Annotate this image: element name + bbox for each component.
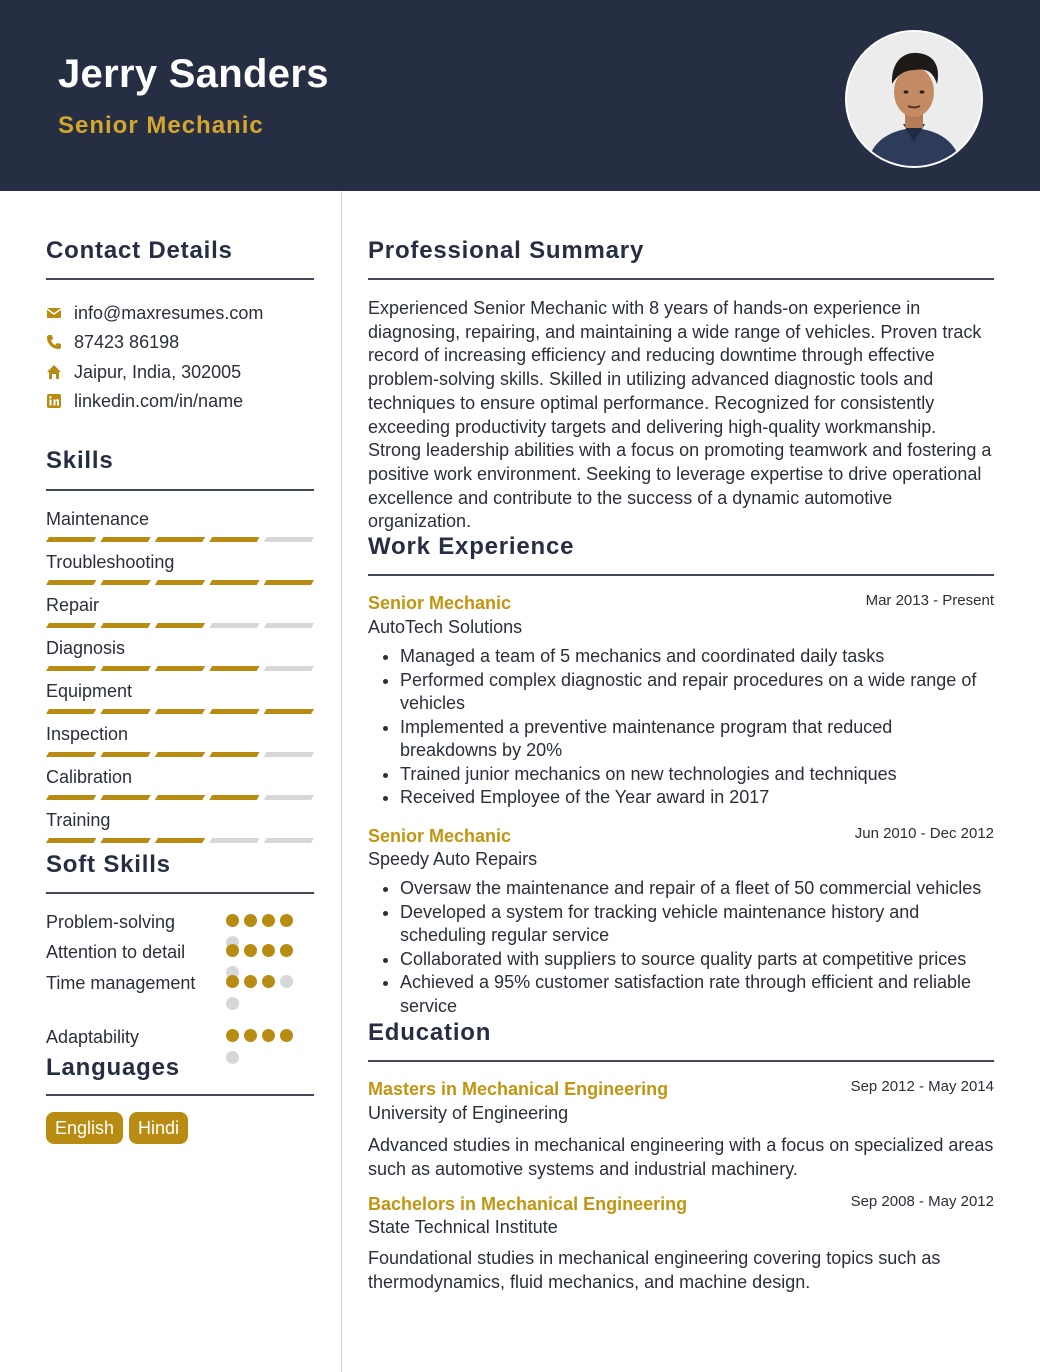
languages-rule: [46, 1094, 314, 1096]
skill-level-segment: [46, 795, 96, 800]
skill-level-segment: [100, 537, 150, 542]
edu-description: Advanced studies in mechanical engineering with a focus on specialized areas such as automotive systems and industrial machinery.: [368, 1135, 994, 1179]
soft-skill-dot: [244, 1029, 257, 1042]
job-bullet: • Achieved a 95% customer satisfaction rate through efficient and reliable service: [400, 971, 994, 1018]
skill-level-segment: [209, 537, 259, 542]
education-heading: Education: [368, 1019, 492, 1046]
skill-level-segment: [209, 838, 259, 843]
skill-level-segment: [264, 752, 314, 757]
skill-level-segment: [209, 752, 259, 757]
language-badge: Hindi: [129, 1112, 188, 1144]
job-bullet: • Implemented a preventive maintenance program that reduced breakdowns by 20%: [400, 716, 994, 763]
skill-level-segment: [264, 666, 314, 671]
job-bullets: [368, 645, 994, 810]
languages-heading: Languages: [46, 1054, 180, 1081]
job-bullet: • Performed complex diagnostic and repair procedures on a wide range of vehicles: [400, 669, 994, 716]
soft-skill-dot: [280, 975, 293, 988]
contact-linkedin[interactable]: [46, 390, 243, 412]
soft-skills-heading: Soft Skills: [46, 851, 171, 878]
soft-skill-dot: [262, 944, 275, 957]
skill-level-segment: [209, 623, 259, 628]
edu-description: Foundational studies in mechanical engineering covering topics such as thermodynamics, fluid mechanics, and machine design.: [368, 1248, 941, 1292]
contact-phone-text: 87423 86198: [74, 331, 180, 352]
soft-skill-dot: [280, 1029, 293, 1042]
job-title: Senior Mechanic: [368, 593, 512, 613]
skill-label: Inspection: [46, 724, 129, 744]
experience-heading: Work Experience: [368, 533, 575, 560]
summary-heading: Professional Summary: [368, 237, 645, 264]
soft-skill-dot: [262, 914, 275, 927]
skill-level-segment: [264, 838, 314, 843]
job-title: Senior Mechanic: [368, 826, 512, 846]
job-bullet: • Oversaw the maintenance and repair of a fleet of 50 commercial vehicles: [400, 877, 994, 901]
skill-level-segment: [264, 580, 314, 585]
skill-level-segment: [46, 666, 96, 671]
skill-level-segment: [264, 537, 314, 542]
skill-level-bar: [46, 752, 314, 757]
job-bullet: • Managed a team of 5 mechanics and coordinated daily tasks: [400, 645, 994, 669]
soft-skill-dot: [244, 944, 257, 957]
skill-level-segment: [155, 537, 205, 542]
contact-heading: Contact Details: [46, 237, 233, 264]
skill-level-segment: [155, 666, 205, 671]
candidate-name: Jerry Sanders: [58, 52, 329, 96]
skill-level-segment: [100, 666, 150, 671]
skill-level-segment: [46, 709, 96, 714]
skill-level-segment: [209, 666, 259, 671]
job-company: AutoTech Solutions: [368, 617, 523, 637]
soft-skill-dot: [280, 914, 293, 927]
edu-dates: Sep 2008 - May 2012: [850, 1193, 994, 1210]
skill-label: Calibration: [46, 767, 133, 787]
soft-skill-label: Problem-solving: [46, 912, 176, 932]
edu-degree: Masters in Mechanical Engineering: [368, 1079, 669, 1099]
skill-level-segment: [100, 752, 150, 757]
skill-level-segment: [209, 709, 259, 714]
skills-heading: Skills: [46, 447, 114, 474]
soft-skill-dot: [226, 997, 239, 1010]
soft-skill-rating: [226, 914, 306, 928]
candidate-title: Senior Mechanic: [58, 112, 264, 139]
skill-level-bar: [46, 580, 314, 585]
profile-photo-illustration: [847, 32, 981, 166]
envelope-icon: [46, 305, 62, 321]
skill-label: Diagnosis: [46, 638, 126, 658]
soft-skill-dot: [226, 1029, 239, 1042]
job-dates: Jun 2010 - Dec 2012: [854, 825, 994, 842]
skill-label: Troubleshooting: [46, 552, 175, 572]
resume-header: [0, 0, 1040, 191]
edu-school: State Technical Institute: [368, 1217, 558, 1237]
skill-level-segment: [155, 580, 205, 585]
contact-linkedin-text: linkedin.com/in/name: [74, 390, 244, 411]
column-divider: [341, 191, 342, 1372]
skill-level-bar: [46, 838, 314, 843]
skill-level-segment: [155, 838, 205, 843]
job-dates: Mar 2013 - Present: [865, 592, 994, 609]
skill-level-bar: [46, 666, 314, 671]
soft-skill-dot: [262, 975, 275, 988]
skill-level-segment: [209, 795, 259, 800]
skill-level-bar: [46, 709, 314, 714]
linkedin-icon: [46, 393, 62, 409]
skill-level-segment: [46, 838, 96, 843]
soft-skill-label: Time management: [46, 973, 196, 993]
contact-email[interactable]: [46, 302, 263, 324]
skill-label: Repair: [46, 595, 100, 615]
skill-level-segment: [100, 580, 150, 585]
soft-skill-dot: [226, 944, 239, 957]
soft-skill-dot: [244, 914, 257, 927]
skill-level-segment: [100, 838, 150, 843]
skill-level-segment: [100, 709, 150, 714]
skill-level-segment: [100, 795, 150, 800]
home-icon: [46, 364, 62, 380]
skill-level-segment: [46, 623, 96, 628]
contact-address: [46, 361, 241, 383]
skill-level-segment: [264, 709, 314, 714]
skill-level-segment: [46, 537, 96, 542]
skill-label: Training: [46, 810, 111, 830]
soft-skill-rating: [226, 975, 306, 989]
phone-icon: [46, 334, 62, 350]
soft-skill-label: Attention to detail: [46, 942, 186, 962]
skill-level-segment: [155, 752, 205, 757]
language-badge: English: [46, 1112, 123, 1144]
skills-rule: [46, 489, 314, 491]
summary-text: Experienced Senior Mechanic with 8 years of hands-on experience in diagnosing, repairing, and maintaining a wide range of vehicles. Proven track record of increasing efficiency and reducing downtime through effective problem-solving skills. Skilled in utilizing advanced diagnostic tools and techniques to ensure optimal performance. Recognized for consistently exceeding productivity targets and delivering high-quality workmanship. Strong leadership abilities with a focus on promoting teamwork and fostering a positive work environment. Seeking to leverage expertise to drive operational excellence and contribute to the success of a dynamic automotive organization.: [368, 298, 992, 532]
contact-phone[interactable]: [46, 331, 179, 353]
soft-skill-dot: [244, 975, 257, 988]
skill-label: Equipment: [46, 681, 133, 701]
soft-skill-dot: [262, 1029, 275, 1042]
skill-level-segment: [264, 795, 314, 800]
contact-address-text: Jaipur, India, 302005: [74, 361, 242, 382]
skill-level-segment: [155, 795, 205, 800]
soft-skill-dot: [226, 1051, 239, 1064]
skill-label: Maintenance: [46, 509, 150, 529]
skill-level-segment: [100, 623, 150, 628]
soft-skill-rating: [226, 944, 306, 958]
contact-email-text: info@maxresumes.com: [74, 302, 264, 323]
job-bullet: • Collaborated with suppliers to source quality parts at competitive prices: [400, 948, 994, 972]
soft-skill-dot: [226, 914, 239, 927]
job-company: Speedy Auto Repairs: [368, 849, 538, 869]
edu-school: University of Engineering: [368, 1103, 569, 1123]
skill-level-segment: [155, 709, 205, 714]
job-bullets: [368, 877, 994, 1018]
soft-skill-label: Adaptability: [46, 1027, 140, 1047]
soft-skill-rating: [226, 1029, 306, 1043]
soft-skill-dot: [280, 944, 293, 957]
skill-level-segment: [46, 580, 96, 585]
job-bullet: • Trained junior mechanics on new technologies and techniques: [400, 763, 994, 787]
skill-level-segment: [46, 752, 96, 757]
edu-degree: Bachelors in Mechanical Engineering: [368, 1194, 688, 1214]
education-rule: [368, 1060, 994, 1062]
skill-level-bar: [46, 537, 314, 542]
soft-skills-rule: [46, 892, 314, 894]
experience-rule: [368, 574, 994, 576]
skill-level-bar: [46, 623, 314, 628]
skill-level-bar: [46, 795, 314, 800]
contact-rule: [46, 278, 314, 280]
edu-dates: Sep 2012 - May 2014: [850, 1078, 994, 1095]
job-bullet: • Developed a system for tracking vehicle maintenance history and scheduling regular service: [400, 901, 994, 948]
skill-level-segment: [155, 623, 205, 628]
summary-rule: [368, 278, 994, 280]
job-bullet: • Received Employee of the Year award in 2017: [400, 786, 994, 810]
skill-level-segment: [209, 580, 259, 585]
soft-skill-dot: [226, 975, 239, 988]
profile-photo: [845, 30, 983, 168]
skill-level-segment: [264, 623, 314, 628]
